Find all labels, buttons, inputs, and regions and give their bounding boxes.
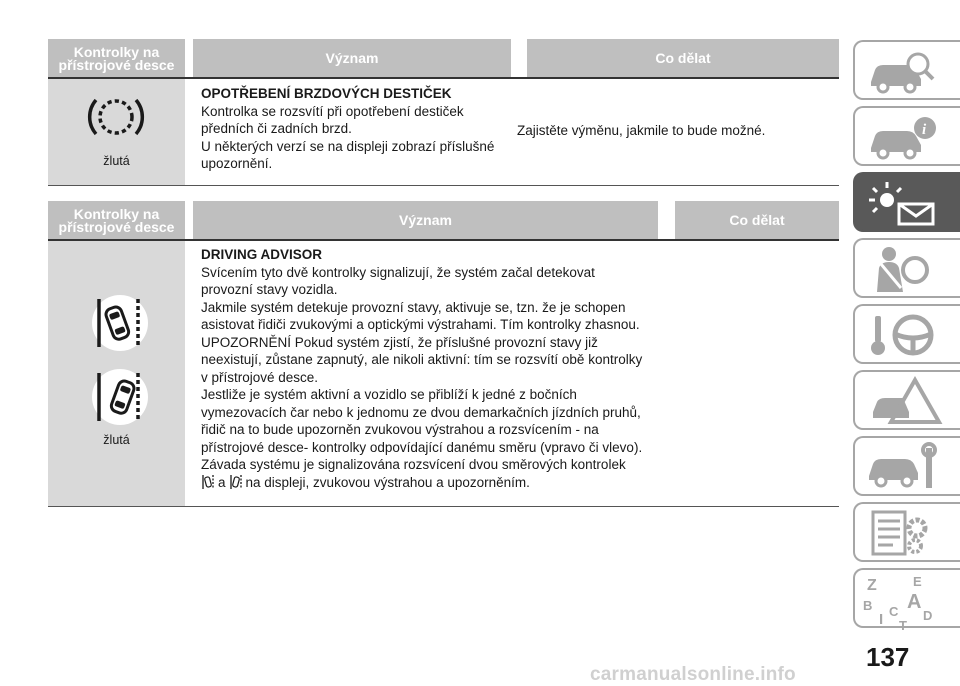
watermark: carmanualsonline.info <box>590 664 796 685</box>
table2-line: Jestliže je systém aktivní a vozidlo se přiblíží k jedné z bočních <box>201 387 577 402</box>
table2-line: řidič na to bude upozorněn zvukovou výstrahou a rozsvícením - na <box>201 422 599 437</box>
sidebar-tab-technical-data[interactable] <box>853 502 960 562</box>
table1-header-meaning <box>193 39 511 77</box>
table2-line: asistovat řidiči zvukovými a optickými výstrahami. Tím kontrolky zhasnou. <box>201 317 640 332</box>
table1-header-meaning-label: Význam <box>325 49 379 66</box>
index-letter: A <box>907 591 922 613</box>
sidebar-tab-car-overview[interactable] <box>853 40 960 100</box>
table2-line: provozní stavy vozidla. <box>201 282 338 297</box>
table2-header-action <box>675 201 839 239</box>
table1-header-action-label: Co dělat <box>655 49 711 66</box>
index-letter: Z <box>867 577 877 594</box>
car-magnifier-icon <box>863 46 943 96</box>
index-letter: B <box>863 598 873 613</box>
table2-line: v přístrojové desce. <box>201 369 319 385</box>
steering-key-icon <box>863 310 943 360</box>
table2-line: neexistují, zůstane zapnutý, ale nikoli aktivní: tím se rozsvítí obě kontrolky <box>201 352 643 367</box>
table1-icon-cell <box>48 79 185 185</box>
car-info-icon <box>863 112 943 162</box>
emergency-triangle-icon <box>863 376 943 426</box>
sidebar-tab-warning-lights[interactable] <box>853 172 960 232</box>
seatbelt-airbag-icon <box>863 244 943 294</box>
sidebar-tab-starting-driving[interactable] <box>853 304 960 364</box>
table2-header-warning-lights <box>48 201 185 239</box>
table2-header-label: Kontrolky na přístrojové desce <box>58 206 175 235</box>
index-letter: D <box>923 608 933 623</box>
lane-departure-inline-icon <box>229 474 243 490</box>
brake-pad-wear-icon <box>86 89 146 145</box>
warning-light-icon <box>863 178 943 228</box>
table2-line: přístrojové desce- kontrolky odpovídající danému směru (vpravo či vlevo). <box>201 439 643 455</box>
table1-line: předních či zadních brzd. <box>201 121 352 136</box>
sidebar-tab-emergency[interactable] <box>853 370 960 430</box>
spec-list-gear-icon <box>863 508 943 558</box>
svg-text:i: i <box>922 122 927 138</box>
table2-color-label: žlutá <box>103 433 130 447</box>
table2-conjunction: a <box>218 474 226 490</box>
table2-header-meaning-label: Význam <box>399 211 452 228</box>
index-letter: E <box>913 574 922 589</box>
table1-line: U některých verzí se na displeji zobrazí příslušné <box>201 138 495 154</box>
table2-last-line-text: na displeji, zvukovou výstrahou a upozorněním. <box>245 474 530 490</box>
table2-header-meaning <box>193 201 658 239</box>
lane-departure-left-icon <box>90 367 150 427</box>
index-letter: C <box>889 604 899 619</box>
table1-action: Zajistěte výměnu, jakmile to bude možné. <box>517 123 766 138</box>
table2-line: Závada systému je signalizována rozsvícení dvou směrových kontrolek <box>201 457 626 472</box>
table2-line: Svícením tyto dvě kontrolky signalizují, že systém začal detekovat <box>201 264 595 280</box>
table2-line: Jakmile systém detekuje provozní stavy, aktivuje se, tzn. že je schopen <box>201 299 626 315</box>
lane-departure-inline-icon <box>201 474 215 490</box>
table1-header-warning-lights <box>48 39 185 77</box>
table2-title: DRIVING ADVISOR <box>201 247 323 262</box>
table1-bottom-rule <box>48 185 839 186</box>
index-letter: T <box>899 618 907 630</box>
table1-meaning <box>201 85 513 173</box>
index-letter: I <box>879 611 884 628</box>
table1-header-label: Kontrolky na přístrojové desce <box>58 44 175 73</box>
table1-line: Kontrolka se rozsvítí při opotřebení destiček <box>201 103 464 119</box>
car-service-icon <box>863 442 943 492</box>
table2-line: UPOZORNĚNÍ Pokud systém zjistí, že příslušné provozní stavy již <box>201 334 598 350</box>
table1-color-label: žlutá <box>103 154 130 168</box>
table2-icon-cell <box>48 241 185 506</box>
table2-last-line <box>201 474 671 492</box>
alphabet-index-icon <box>863 574 943 630</box>
sidebar-tab-safety[interactable] <box>853 238 960 298</box>
table2-header-action-label: Co dělat <box>729 211 785 228</box>
page-number: 137 <box>866 642 910 672</box>
table2-meaning <box>201 246 671 491</box>
lane-departure-right-icon <box>90 293 150 353</box>
table2-bottom-rule <box>48 506 839 507</box>
sidebar-tab-car-info[interactable] <box>853 106 960 166</box>
table1-header-action <box>527 39 839 77</box>
table1-line: upozornění. <box>201 156 273 171</box>
table2-line: vymezovacích čar nebo k jednomu ze dvou demarkačních jízdních pruhů, <box>201 404 641 420</box>
sidebar-tab-index[interactable] <box>853 568 960 628</box>
table1-title: OPOTŘEBENÍ BRZDOVÝCH DESTIČEK <box>201 86 452 101</box>
sidebar-tab-maintenance[interactable] <box>853 436 960 496</box>
